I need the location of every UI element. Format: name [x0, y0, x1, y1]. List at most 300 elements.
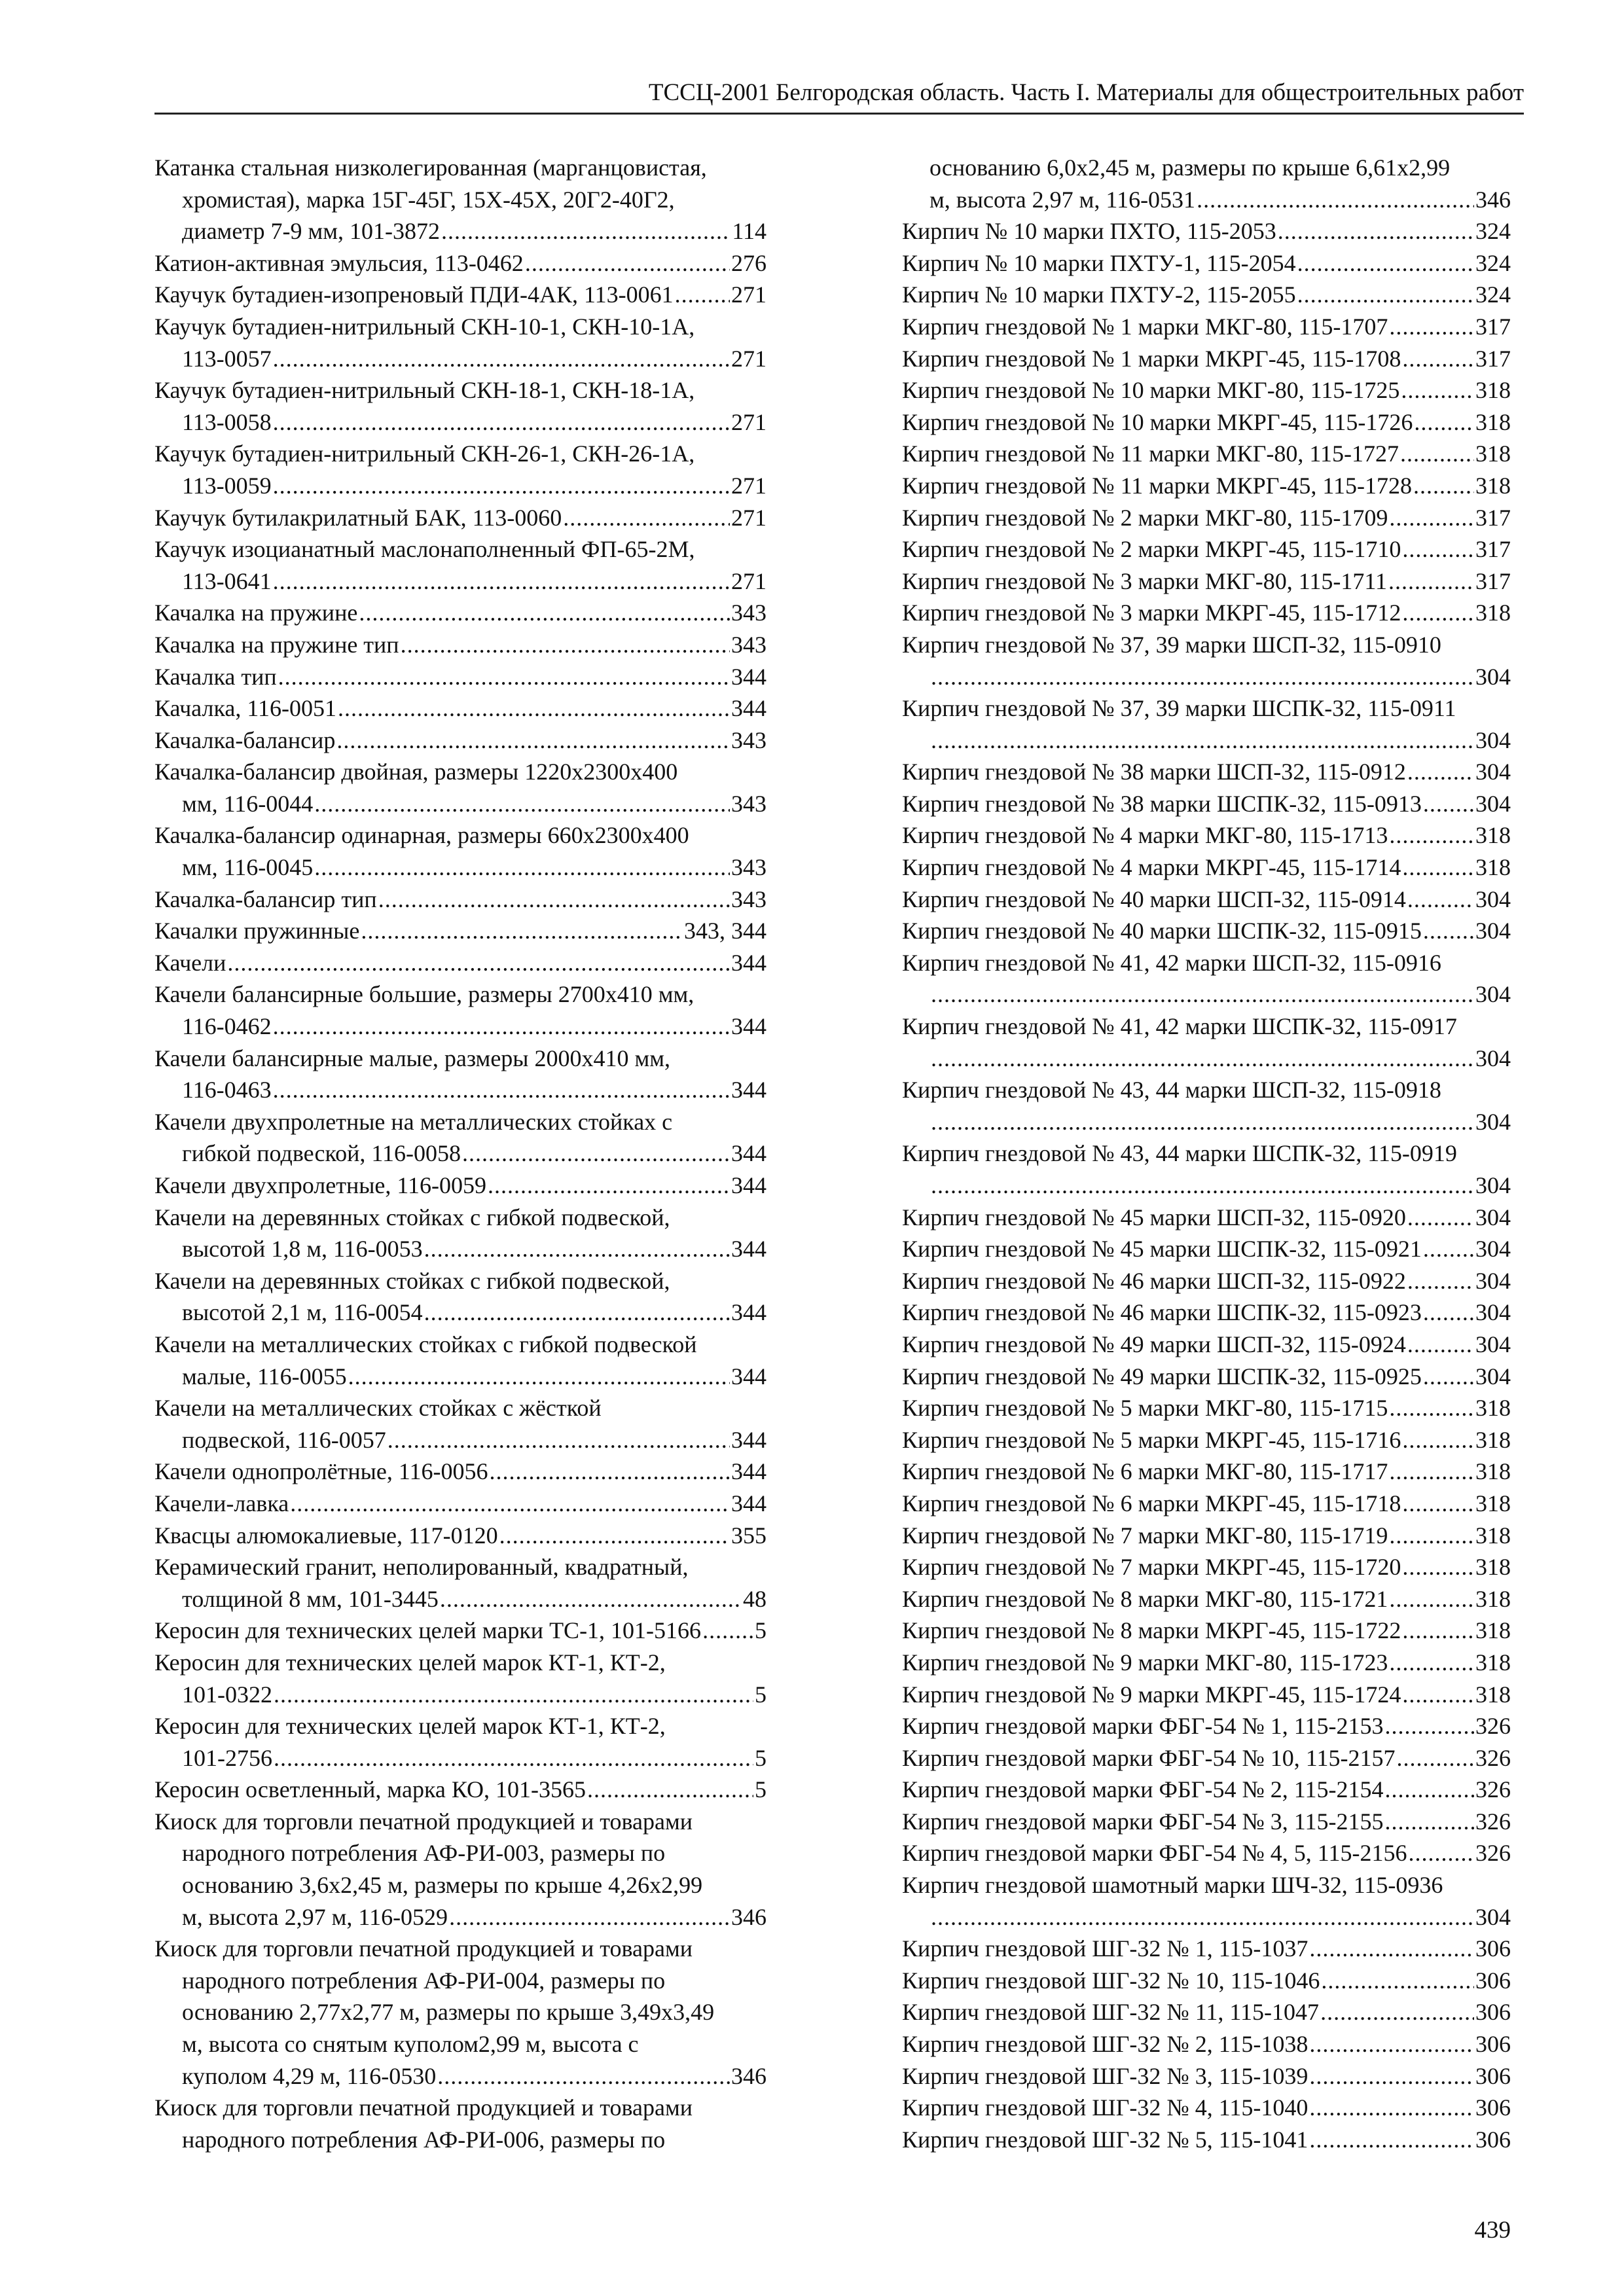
- entry-text-line: мм, 116-0044: [182, 790, 314, 817]
- entry-text-line: Качели балансирные малые, размеры 2000х410 мм,: [154, 1045, 671, 1071]
- entry-page-ref: 318: [1475, 440, 1511, 467]
- dot-leader: [525, 247, 730, 279]
- index-entry: [902, 947, 1511, 1011]
- entry-text-line: Кирпич гнездовой № 45 марки ШСПК-32, 115-0921: [902, 1236, 1422, 1263]
- index-entry: [154, 597, 767, 629]
- dot-leader: [273, 1074, 730, 1106]
- entry-text-line: Киоск для торговли печатной продукцией и товарами: [154, 1935, 693, 1962]
- dot-leader: [449, 1901, 730, 1933]
- entry-page-ref: 306: [1475, 2062, 1511, 2089]
- entry-text-line: Киоск для торговли печатной продукцией и товарами: [154, 2094, 693, 2121]
- dot-leader: [931, 1901, 1474, 1933]
- entry-page-ref: 318: [1475, 1458, 1511, 1485]
- index-entry: [902, 756, 1511, 788]
- index-entry: [902, 915, 1511, 947]
- dot-leader: [274, 1679, 753, 1711]
- entry-text-line: Качалка на пружине: [154, 600, 358, 626]
- entry-text-line: м, высота со снятым куполом2,99 м, высота с: [182, 2031, 639, 2058]
- entry-text-line: Кирпич гнездовой № 6 марки МКГ-80, 115-1717: [902, 1458, 1388, 1485]
- entry-text-line: Кирпич гнездовой № 9 марки МКГ-80, 115-1723: [902, 1649, 1388, 1676]
- entry-page-ref: 326: [1475, 1808, 1511, 1835]
- index-entry: [902, 1329, 1511, 1361]
- entry-page-ref: 304: [1475, 1204, 1511, 1230]
- index-entry: [154, 1106, 767, 1170]
- index-entry: [902, 1074, 1511, 1138]
- entry-text-line: Кирпич гнездовой марки ФБГ-54 № 2, 115-2154: [902, 1776, 1384, 1803]
- index-entry: [902, 1647, 1511, 1679]
- entry-text-line: малые, 116-0055: [182, 1363, 347, 1390]
- entry-text-line: Качели-лавка: [154, 1490, 289, 1516]
- index-entry: [154, 438, 767, 501]
- entry-text-line: Кирпич гнездовой шамотный марки ШЧ-32, 115-0936: [902, 1872, 1443, 1899]
- entry-text-line: Кирпич гнездовой № 1 марки МКРГ-45, 115-1708: [902, 345, 1401, 372]
- index-entry: [902, 1551, 1511, 1583]
- entry-page-ref: 304: [1475, 1331, 1511, 1357]
- dot-leader: [1401, 374, 1474, 406]
- entry-text-line: Кирпич гнездовой № 41, 42 марки ШСПК-32, 115-0917: [902, 1013, 1457, 1040]
- dot-leader: [440, 1583, 742, 1615]
- entry-page-ref: 318: [1475, 1395, 1511, 1422]
- entry-page-ref: 344: [731, 1363, 767, 1390]
- entry-text-line: Кирпич гнездовой № 45 марки ШСП-32, 115-0920: [902, 1204, 1406, 1230]
- index-entry: [154, 1488, 767, 1520]
- entry-text-line: Качели двухпролетные на металлических стойках с: [154, 1108, 673, 1135]
- entry-text-line: 113-0057: [182, 345, 272, 372]
- entry-text-line: Кирпич гнездовой № 11 марки МКГ-80, 115-1727: [902, 440, 1399, 467]
- entry-text-line: Кирпич гнездовой № 3 марки МКГ-80, 115-1711: [902, 567, 1388, 594]
- index-entry: [902, 247, 1511, 279]
- index-entry: [902, 852, 1511, 884]
- entry-text-line: Кирпич гнездовой № 1 марки МКГ-80, 115-1707: [902, 313, 1388, 340]
- index-entry: [154, 1265, 767, 1329]
- index-entry: [902, 279, 1511, 311]
- index-entry: [902, 406, 1511, 439]
- entry-page-ref: 344: [731, 1140, 767, 1167]
- index-entry: [154, 1202, 767, 1265]
- dot-leader: [1408, 1837, 1474, 1869]
- entry-page-ref: 304: [1475, 918, 1511, 944]
- dot-leader: [1423, 1297, 1474, 1329]
- entry-text-line: Киоск для торговли печатной продукцией и товарами: [154, 1808, 693, 1835]
- index-entry: [154, 661, 767, 693]
- entry-page-ref: 318: [1475, 1554, 1511, 1581]
- index-entry: [902, 565, 1511, 598]
- dot-leader: [1389, 1520, 1474, 1552]
- entry-text-line: Кирпич гнездовой № 37, 39 марки ШСП-32, 115-0910: [902, 631, 1441, 658]
- entry-text-line: Кирпич гнездовой № 3 марки МКРГ-45, 115-1712: [902, 600, 1401, 626]
- entry-text-line: Каучук бутадиен-нитрильный СКН-10-1, СКН-10-1А,: [154, 313, 695, 340]
- entry-text-line: Каучук изоцианатный маслонаполненный ФП-65-2М,: [154, 536, 695, 563]
- entry-page-ref: 304: [1475, 1903, 1511, 1930]
- entry-page-ref: 344: [731, 949, 767, 976]
- page-number: 439: [1474, 2217, 1511, 2244]
- entry-text-line: Качалки пружинные: [154, 918, 360, 944]
- index-entry: [902, 1233, 1511, 1265]
- entry-page-ref: 271: [731, 567, 767, 594]
- dot-leader: [1384, 1710, 1474, 1742]
- entry-text-line: Кирпич гнездовой № 43, 44 марки ШСП-32, 115-0918: [902, 1077, 1441, 1103]
- index-entry: [154, 502, 767, 534]
- entry-page-ref: 344: [731, 1236, 767, 1263]
- entry-text-line: 116-0462: [182, 1013, 272, 1040]
- entry-page-ref: 304: [1475, 759, 1511, 785]
- index-entry: [902, 1488, 1511, 1520]
- index-entry: [154, 756, 767, 819]
- index-column-right: [902, 152, 1511, 2155]
- entry-text-line: Качалка-балансир двойная, размеры 1220х2300х400: [154, 759, 678, 785]
- entry-text-line: Кирпич гнездовой № 2 марки МКРГ-45, 115-1710: [902, 536, 1401, 563]
- entry-text-line: Керосин для технических целей марок КТ-1, КТ-2,: [154, 1713, 666, 1740]
- entry-page-ref: 344: [731, 1013, 767, 1040]
- entry-text-line: гибкой подвеской, 116-0058: [182, 1140, 461, 1167]
- index-entry: [902, 1424, 1511, 1456]
- entry-page-ref: 304: [1475, 726, 1511, 753]
- entry-page-ref: 318: [1475, 1681, 1511, 1708]
- index-entry: [902, 2124, 1511, 2156]
- entry-page-ref: 5: [755, 1744, 767, 1771]
- entry-page-ref: 306: [1475, 1935, 1511, 1962]
- entry-text-line: Кирпич гнездовой ШГ-32 № 11, 115-1047: [902, 1999, 1320, 2026]
- dot-leader: [1309, 2060, 1474, 2092]
- index-entry: [902, 215, 1511, 247]
- dot-leader: [401, 629, 730, 661]
- dot-leader: [1423, 788, 1474, 820]
- entry-text-line: 113-0058: [182, 408, 272, 435]
- index-entry: [902, 597, 1511, 629]
- index-entry: [154, 2092, 767, 2155]
- entry-text-line: Качалка-балансир одинарная, размеры 660х2300х400: [154, 822, 689, 849]
- entry-page-ref: 344: [731, 695, 767, 722]
- entry-page-ref: 344: [731, 663, 767, 690]
- dot-leader: [462, 1138, 730, 1170]
- index-entry: [902, 1615, 1511, 1647]
- entry-page-ref: 318: [1475, 1426, 1511, 1453]
- dot-leader: [314, 852, 730, 884]
- entry-text-line: Качели на металлических стойках с гибкой подвеской: [154, 1331, 697, 1357]
- dot-leader: [1407, 1265, 1474, 1297]
- dot-leader: [1197, 184, 1474, 216]
- index-entry: [902, 884, 1511, 916]
- entry-page-ref: 318: [1475, 472, 1511, 499]
- index-entry: [154, 1710, 767, 1774]
- dot-leader: [437, 2060, 730, 2092]
- dot-leader: [1384, 1806, 1474, 1838]
- dot-leader: [1402, 1424, 1474, 1456]
- entry-text-line: куполом 4,29 м, 116-0530: [182, 2062, 437, 2089]
- entry-text-line: народного потребления АФ-РИ-004, размеры по: [182, 1967, 666, 1994]
- entry-text-line: Кирпич гнездовой марки ФБГ-54 № 1, 115-2153: [902, 1713, 1384, 1740]
- entry-text-line: Кирпич гнездовой № 5 марки МКГ-80, 115-1715: [902, 1395, 1388, 1422]
- entry-page-ref: 324: [1475, 281, 1511, 308]
- entry-page-ref: 271: [731, 408, 767, 435]
- entry-text-line: Кирпич гнездовой № 40 марки ШСП-32, 115-0914: [902, 886, 1406, 912]
- entry-page-ref: 317: [1475, 536, 1511, 563]
- entry-text-line: Качели: [154, 949, 226, 976]
- index-entry: [154, 692, 767, 725]
- entry-text-line: Каучук бутилакрилатный БАК, 113-0060: [154, 504, 562, 531]
- entry-text-line: Качалка-балансир: [154, 726, 336, 753]
- entry-text-line: высотой 1,8 м, 116-0053: [182, 1236, 423, 1263]
- header-rule: [154, 113, 1524, 115]
- entry-text-line: Кирпич гнездовой № 9 марки МКРГ-45, 115-1724: [902, 1681, 1401, 1708]
- entry-text-line: Кирпич гнездовой марки ФБГ-54 № 4, 5, 115-2156: [902, 1840, 1407, 1867]
- dot-leader: [702, 1615, 753, 1647]
- entry-page-ref: 304: [1475, 790, 1511, 817]
- entry-text-line: Кирпич гнездовой № 40 марки ШСПК-32, 115-0915: [902, 918, 1422, 944]
- entry-text-line: Кирпич гнездовой № 38 марки ШСПК-32, 115-0913: [902, 790, 1422, 817]
- entry-text-line: Катион-активная эмульсия, 113-0462: [154, 249, 524, 276]
- entry-page-ref: 306: [1475, 1967, 1511, 1994]
- entry-page-ref: 318: [1475, 1585, 1511, 1612]
- entry-text-line: 113-0641: [182, 567, 272, 594]
- entry-text-line: диаметр 7-9 мм, 101-3872: [182, 218, 441, 245]
- index-entry: [902, 1520, 1511, 1552]
- entry-text-line: 101-2756: [182, 1744, 272, 1771]
- index-entry: [902, 629, 1511, 692]
- entry-page-ref: 324: [1475, 249, 1511, 276]
- dot-leader: [378, 884, 730, 916]
- index-entry: [902, 819, 1511, 852]
- dot-leader: [1396, 1742, 1474, 1774]
- dot-leader: [1402, 1551, 1474, 1583]
- entry-text-line: хромистая), марка 15Г-45Г, 15Х-45Х, 20Г2-40Г2,: [182, 186, 675, 213]
- entry-page-ref: 324: [1475, 218, 1511, 245]
- dot-leader: [274, 1742, 753, 1774]
- index-entry: [902, 692, 1511, 756]
- index-entry: [154, 1329, 767, 1392]
- dot-leader: [359, 597, 730, 629]
- index-entry: [902, 1456, 1511, 1488]
- entry-text-line: народного потребления АФ-РИ-003, размеры по: [182, 1840, 666, 1867]
- entry-text-line: основанию 2,77х2,77 м, размеры по крыше 3,49х3,49: [182, 1999, 715, 2026]
- dot-leader: [675, 279, 730, 311]
- dot-leader: [1414, 406, 1474, 439]
- entry-page-ref: 304: [1475, 1236, 1511, 1263]
- entry-page-ref: 318: [1475, 1649, 1511, 1676]
- dot-leader: [1423, 915, 1474, 947]
- entry-text-line: Кирпич гнездовой № 38 марки ШСП-32, 115-0912: [902, 759, 1406, 785]
- dot-leader: [1389, 1647, 1474, 1679]
- entry-text-line: Кирпич № 10 марки ПХТУ-1, 115-2054: [902, 249, 1296, 276]
- index-entry: [154, 947, 767, 979]
- dot-leader: [1423, 1361, 1474, 1393]
- index-entry: [902, 2028, 1511, 2060]
- index-entry: [154, 374, 767, 438]
- entry-text-line: Кирпич гнездовой ШГ-32 № 1, 115-1037: [902, 1935, 1308, 1962]
- index-entry: [902, 502, 1511, 534]
- entry-page-ref: 304: [1475, 663, 1511, 690]
- dot-leader: [931, 661, 1474, 693]
- entry-text-line: Кирпич гнездовой № 4 марки МКРГ-45, 115-1714: [902, 854, 1401, 881]
- entry-page-ref: 114: [732, 218, 767, 245]
- entry-text-line: Кирпич гнездовой № 43, 44 марки ШСПК-32, 115-0919: [902, 1140, 1457, 1167]
- entry-page-ref: 344: [731, 1458, 767, 1485]
- entry-text-line: основанию 3,6х2,45 м, размеры по крыше 4,26х2,99: [182, 1872, 703, 1899]
- entry-page-ref: 271: [731, 281, 767, 308]
- entry-text-line: Керосин для технических целей марок КТ-1, КТ-2,: [154, 1649, 666, 1676]
- entry-text-line: народного потребления АФ-РИ-006, размеры по: [182, 2126, 666, 2153]
- index-entry: [902, 374, 1511, 406]
- running-header: ТССЦ-2001 Белгородская область. Часть I. Материалы для общестроительных работ: [648, 79, 1524, 106]
- index-entry: [902, 1011, 1511, 1074]
- dot-leader: [489, 1456, 730, 1488]
- dot-leader: [931, 1106, 1474, 1138]
- entry-page-ref: 343: [731, 886, 767, 912]
- dot-leader: [1389, 1392, 1474, 1424]
- index-entry: [154, 1647, 767, 1710]
- entry-page-ref: 344: [731, 1077, 767, 1103]
- index-entry: [154, 1615, 767, 1647]
- dot-leader: [1402, 1488, 1474, 1520]
- index-entry: [902, 1774, 1511, 1806]
- index-entry: [154, 1043, 767, 1106]
- entry-text-line: Качели балансирные большие, размеры 2700х410 мм,: [154, 981, 695, 1008]
- dot-leader: [273, 565, 730, 598]
- index-entry: [902, 1996, 1511, 2028]
- entry-text-line: 116-0463: [182, 1077, 272, 1103]
- entry-page-ref: 326: [1475, 1744, 1511, 1771]
- dot-leader: [314, 788, 730, 820]
- entry-text-line: Кирпич гнездовой № 6 марки МКРГ-45, 115-1718: [902, 1490, 1401, 1516]
- entry-text-line: 113-0059: [182, 472, 272, 499]
- entry-text-line: Кирпич гнездовой ШГ-32 № 2, 115-1038: [902, 2031, 1308, 2058]
- index-entry: [154, 1456, 767, 1488]
- entry-page-ref: 318: [1475, 1490, 1511, 1516]
- entry-text-line: Кирпич гнездовой № 41, 42 марки ШСП-32, 115-0916: [902, 949, 1441, 976]
- entry-page-ref: 271: [731, 345, 767, 372]
- entry-page-ref: 271: [731, 504, 767, 531]
- entry-page-ref: 304: [1475, 1108, 1511, 1135]
- dot-leader: [1407, 884, 1474, 916]
- index-entry: [902, 1869, 1511, 1933]
- entry-text-line: Кирпич гнездовой № 46 марки ШСПК-32, 115-0923: [902, 1299, 1422, 1326]
- index-entry: [902, 1742, 1511, 1774]
- entry-text-line: Катанка стальная низколегированная (марганцовистая,: [154, 154, 707, 181]
- entry-text-line: Кирпич гнездовой № 10 марки МКРГ-45, 115-1726: [902, 408, 1413, 435]
- entry-page-ref: 343: [731, 600, 767, 626]
- dot-leader: [1309, 2092, 1474, 2124]
- entry-text-line: Качели однопролётные, 116-0056: [154, 1458, 488, 1485]
- index-entry: [902, 1679, 1511, 1711]
- dot-leader: [336, 725, 730, 757]
- entry-text-line: Качалка тип: [154, 663, 277, 690]
- entry-page-ref: 326: [1475, 1840, 1511, 1867]
- dot-leader: [424, 1297, 730, 1329]
- dot-leader: [931, 1170, 1474, 1202]
- entry-page-ref: 276: [731, 249, 767, 276]
- index-entry: [154, 725, 767, 757]
- index-entry: [902, 1710, 1511, 1742]
- entry-text-line: Кирпич гнездовой № 4 марки МКГ-80, 115-1713: [902, 822, 1388, 849]
- dot-leader: [338, 692, 730, 725]
- entry-page-ref: 304: [1475, 981, 1511, 1008]
- entry-text-line: Кирпич гнездовой ШГ-32 № 10, 115-1046: [902, 1967, 1320, 1994]
- entry-text-line: основанию 6,0х2,45 м, размеры по крыше 6,61х2,99: [929, 154, 1451, 181]
- dot-leader: [1400, 438, 1474, 470]
- dot-leader: [1402, 1615, 1474, 1647]
- entry-page-ref: 306: [1475, 1999, 1511, 2026]
- dot-leader: [1402, 852, 1474, 884]
- dot-leader: [1297, 247, 1474, 279]
- index-entry: [154, 1806, 767, 1933]
- dot-leader: [1407, 1329, 1474, 1361]
- dot-leader: [1389, 1583, 1474, 1615]
- dot-leader: [499, 1520, 730, 1552]
- index-entry: [154, 629, 767, 661]
- entry-text-line: Кирпич гнездовой № 49 марки ШСП-32, 115-0924: [902, 1331, 1406, 1357]
- entry-page-ref: 318: [1475, 600, 1511, 626]
- entry-text-line: 101-0322: [182, 1681, 272, 1708]
- index-entry: [902, 1806, 1511, 1838]
- entry-page-ref: 318: [1475, 408, 1511, 435]
- entry-text-line: Кирпич гнездовой № 8 марки МКГ-80, 115-1721: [902, 1585, 1388, 1612]
- index-entry: [902, 1965, 1511, 1997]
- entry-text-line: Кирпич № 10 марки ПХТО, 115-2053: [902, 218, 1276, 245]
- entry-page-ref: 304: [1475, 886, 1511, 912]
- dot-leader: [227, 947, 730, 979]
- dot-leader: [1402, 597, 1474, 629]
- index-entry: [154, 1933, 767, 2092]
- entry-page-ref: 318: [1475, 1522, 1511, 1549]
- entry-text-line: Квасцы алюмокалиевые, 117-0120: [154, 1522, 498, 1549]
- entry-text-line: Качели на металлических стойках с жёсткой: [154, 1395, 602, 1422]
- entry-text-line: Качалка-балансир тип: [154, 886, 377, 912]
- entry-page-ref: 355: [731, 1522, 767, 1549]
- entry-text-line: Кирпич гнездовой № 49 марки ШСПК-32, 115-0925: [902, 1363, 1422, 1390]
- index-entry: [154, 978, 767, 1042]
- dot-leader: [1389, 1456, 1474, 1488]
- dot-leader: [1297, 279, 1474, 311]
- index-entry: [902, 343, 1511, 375]
- index-entry: [902, 1361, 1511, 1393]
- entry-text-line: Керосин для технических целей марки ТС-1, 101-5166: [154, 1617, 702, 1644]
- entry-text-line: Качели на деревянных стойках с гибкой подвеской,: [154, 1267, 670, 1294]
- entry-page-ref: 318: [1475, 854, 1511, 881]
- index-entry: [902, 1202, 1511, 1234]
- index-entry: [154, 533, 767, 597]
- entry-text-line: высотой 2,1 м, 116-0054: [182, 1299, 423, 1326]
- entry-page-ref: 304: [1475, 1363, 1511, 1390]
- dot-leader: [563, 502, 730, 534]
- index-entry: [902, 1138, 1511, 1201]
- dot-leader: [348, 1361, 730, 1393]
- entry-text-line: Керосин осветленный, марка КО, 101-3565: [154, 1776, 586, 1803]
- index-entry: [902, 788, 1511, 820]
- entry-text-line: Кирпич гнездовой № 46 марки ШСП-32, 115-0922: [902, 1267, 1406, 1294]
- dot-leader: [424, 1233, 730, 1265]
- entry-page-ref: 306: [1475, 2126, 1511, 2153]
- dot-leader: [931, 725, 1474, 757]
- entry-page-ref: 346: [1475, 186, 1511, 213]
- index-entry: [902, 1392, 1511, 1424]
- dot-leader: [273, 470, 730, 502]
- dot-leader: [1384, 1774, 1474, 1806]
- index-entry: [154, 915, 767, 947]
- entry-text-line: Кирпич гнездовой № 5 марки МКРГ-45, 115-1716: [902, 1426, 1401, 1453]
- dot-leader: [1407, 1202, 1474, 1234]
- entry-page-ref: 326: [1475, 1776, 1511, 1803]
- index-entry: [902, 470, 1511, 502]
- dot-leader: [931, 978, 1474, 1011]
- dot-leader: [1320, 1996, 1474, 2028]
- entry-text-line: Кирпич гнездовой ШГ-32 № 3, 115-1039: [902, 2062, 1308, 2089]
- entry-text-line: Кирпич № 10 марки ПХТУ-2, 115-2055: [902, 281, 1296, 308]
- index-entry: [902, 1933, 1511, 1965]
- dot-leader: [273, 343, 730, 375]
- dot-leader: [1413, 470, 1474, 502]
- entry-page-ref: 5: [755, 1681, 767, 1708]
- index-entry: [902, 311, 1511, 343]
